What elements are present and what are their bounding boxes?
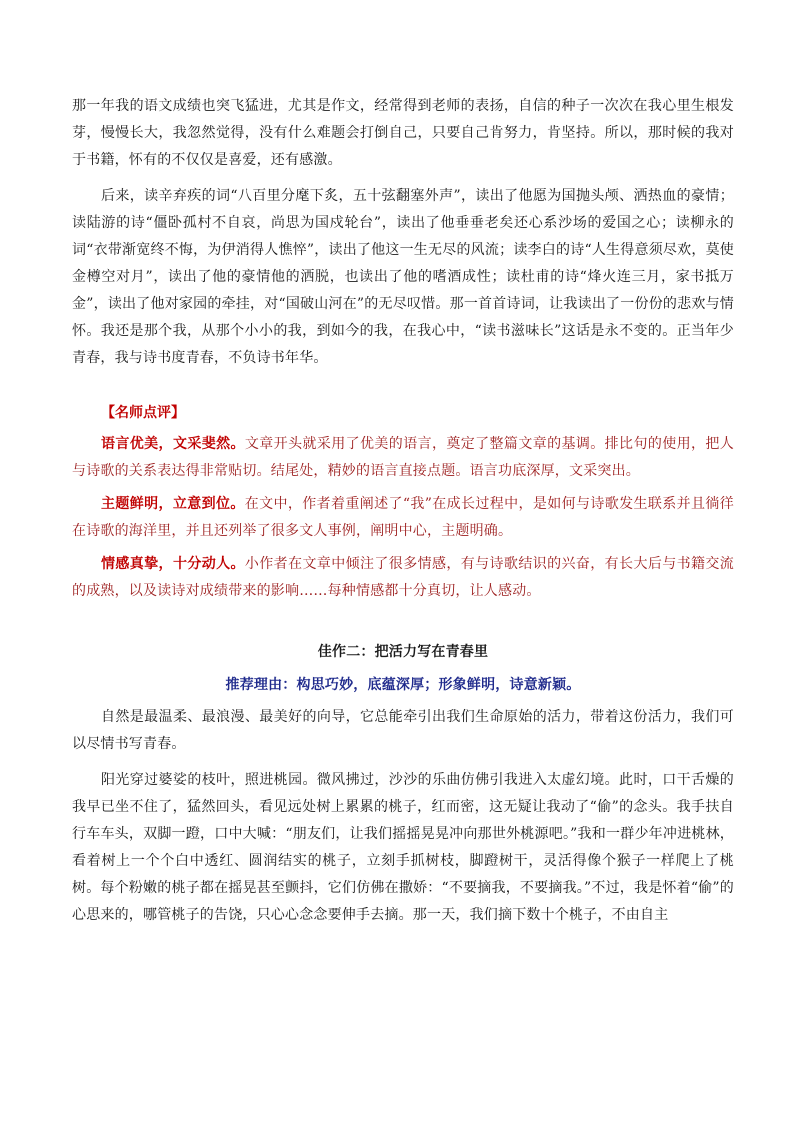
review-item-2 <box>72 491 734 545</box>
essay2-paragraph-1: 自然是最温柔、最浪漫、最美好的向导，它总能牵引出我们生命原始的活力，带着这份活力，我们可以尽情书写青春。 <box>72 709 734 752</box>
review-item-2-text: 在文中，作者着重阐述了“我”在成长过程中，是如何与诗歌发生联系并且徜徉在诗歌的海洋里，并且还列举了很多文人事例，阐明中心，主题明确。 <box>72 496 735 539</box>
essay2-title: 佳作二：把活力写在青春里 <box>317 644 489 660</box>
review-item-2-key: 主题鲜明，立意到位。 <box>101 496 245 512</box>
review-item-1 <box>72 431 734 485</box>
review-item-3 <box>72 551 734 605</box>
review-item-3-text: 小作者在文章中倾注了很多情感，有与诗歌结识的兴奋，有长大后与书籍交流的成熟，以及读诗对成绩带来的影响……每种情感都十分真切，让人感动。 <box>72 556 734 599</box>
essay1-paragraph-2: 后来，读辛弃疾的词“八百里分麾下炙，五十弦翻塞外声”，读出了他愿为国抛头颅、洒热血的豪情；读陆游的诗“僵卧孤村不自哀，尚思为国戍轮台”，读出了他垂垂老矣还心系沙场的爱国之心；读柳永的词“衣带渐宽终不悔，为伊消得人憔悴”，读出了他这一生无尽的风流；读李白的诗“人生得意须尽欢，莫使金樽空对月”，读出了他的豪情他的洒脱，也读出了他的嗜酒成性；读杜甫的诗“烽火连三月，家书抵万金”，读出了他对家园的牵挂，对“国破山河在”的无尽叹惜。那一首首诗词，让我读出了一份份的悲欢与情怀。我还是那个我，从那个小小的我，到如今的我，在我心中，“读书滋味长”这话是永不变的。正当年少青春，我与诗书度青春，不负诗书年华。 <box>72 188 734 366</box>
essay2-recommendation: 推荐理由：构思巧妙，底蕴深厚；形象鲜明，诗意新颖。 <box>225 677 581 693</box>
review-item-1-key: 语言优美，文采斐然。 <box>101 436 245 452</box>
review-item-1-text: 文章开头就采用了优美的语言，奠定了整篇文章的基调。排比句的使用，把人与诗歌的关系表达得非常贴切。结尾处，精妙的语言直接点题。语言功底深厚，文采突出。 <box>72 436 734 479</box>
essay2-paragraph-2: 阳光穿过婆娑的枝叶，照进桃园。微风拂过，沙沙的乐曲仿佛引我进入太虚幻境。此时，口干舌燥的我早已坐不住了，猛然回头，看见远处树上累累的桃子，红而密，这无疑让我动了“偷”的念头。我手扶自行车车头，双脚一蹬，口中大喊：“朋友们，让我们摇摇晃晃冲向那世外桃源吧。”我和一群少年冲进桃林，看着树上一个个白中透红、圆润结实的桃子，立刻手抓树枝，脚蹬树干，灵活得像个猴子一样爬上了桃树。每个粉嫩的桃子都在摇晃甚至颤抖，它们仿佛在撒娇：“不要摘我，不要摘我。”不过，我是怀着“偷”的心思来的，哪管桃子的告饶，只心心念念要伸手去摘。那一天，我们摘下数十个桃子，不由自主 <box>72 772 734 923</box>
essay1-paragraph-1: 那一年我的语文成绩也突飞猛进，尤其是作文，经常得到老师的表扬，自信的种子一次次在我心里生根发芽，慢慢长大，我忽然觉得，没有什么难题会打倒自己，只要自己肯努力，肯坚持。所以，那时候的我对于书籍，怀有的不仅仅是喜爱，还有感激。 <box>72 98 734 168</box>
page-content <box>72 93 734 929</box>
review-item-3-key: 情感真挚，十分动人。 <box>101 556 245 572</box>
review-heading: 【名师点评】 <box>101 405 185 421</box>
